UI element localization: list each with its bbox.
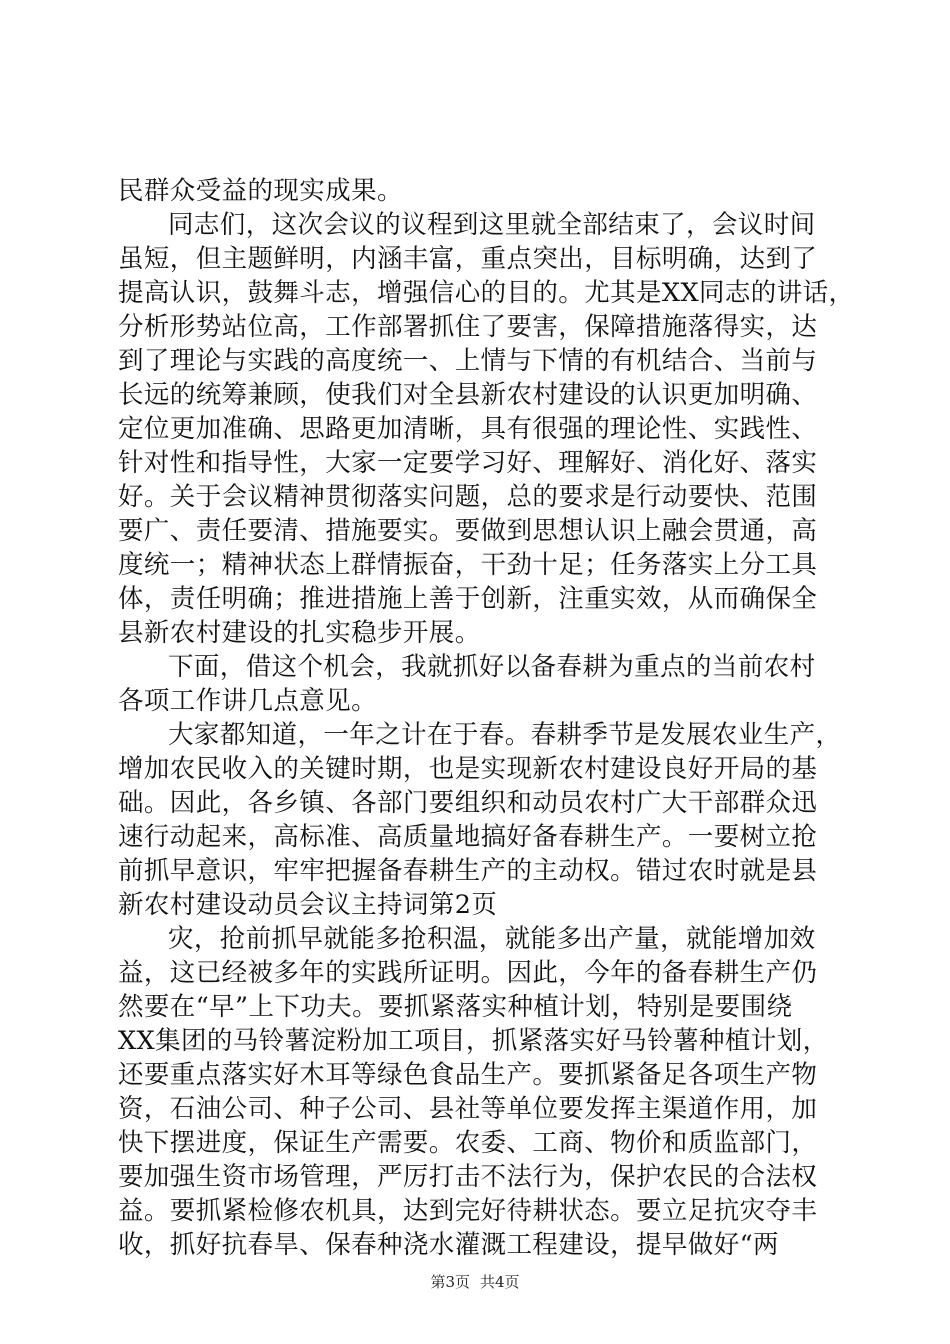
text-line: 前抓早意识，牢牢把握备春耕生产的主动权。错过农时就是县 <box>118 856 818 886</box>
text-line: 增加农民收入的关键时期，也是实现新农村建设良好开局的基 <box>118 754 818 784</box>
text-line: 提高认识，鼓舞斗志，增强信心的目的。尤其是XX同志的讲话， <box>118 278 855 308</box>
page-footer <box>0 1272 950 1292</box>
text-line: 然要在“早”上下功夫。要抓紧落实种植计划，特别是要围绕 <box>118 992 793 1022</box>
text-line: 定位更加准确、思路更加清晰，具有很强的理论性、实践性、 <box>118 414 818 444</box>
paragraph-start: 灾，抢前抓早就能多抢积温，就能多出产量，就能增加效 <box>168 924 816 954</box>
text-line: 收，抓好抗春旱、保春种浇水灌溉工程建设，提早做好“两 <box>118 1230 779 1260</box>
text-line: 到了理论与实践的高度统一、上情与下情的有机结合、当前与 <box>118 346 818 376</box>
text-line: 资，石油公司、种子公司、县社等单位要发挥主渠道作用，加 <box>118 1094 818 1124</box>
text-line: 针对性和指导性，大家一定要学习好、理解好、消化好、落实 <box>118 448 818 478</box>
text-line: 长远的统筹兼顾，使我们对全县新农村建设的认识更加明确、 <box>118 380 818 410</box>
text-line: 民群众受益的现实成果。 <box>118 176 403 206</box>
text-line: 速行动起来，高标准、高质量地搞好备春耕生产。一要树立抢 <box>118 822 818 852</box>
text-line: 好。关于会议精神贯彻落实问题，总的要求是行动要快、范围 <box>118 482 818 512</box>
text-line: 新农村建设动员会议主持词第2页 <box>118 890 498 920</box>
text-line: 益。要抓紧检修农机具，达到完好待耕状态。要立足抗灾夺丰 <box>118 1196 818 1226</box>
text-line: XX集团的马铃薯淀粉加工项目，抓紧落实好马铃薯种植计划， <box>118 1026 829 1056</box>
paragraph-start: 同志们，这次会议的议程到这里就全部结束了，会议时间 <box>168 210 816 240</box>
text-line: 还要重点落实好木耳等绿色食品生产。要抓紧备足各项生产物 <box>118 1060 818 1090</box>
text-line: 快下摆进度，保证生产需要。农委、工商、物价和质监部门， <box>118 1128 818 1158</box>
paragraph-start: 大家都知道，一年之计在于春。春耕季节是发展农业生产， <box>168 720 842 750</box>
text-line: 要广、责任要清、措施要实。要做到思想认识上融会贯通，高 <box>118 516 818 546</box>
text-line: 虽短，但主题鲜明，内涵丰富，重点突出，目标明确，达到了 <box>118 244 818 274</box>
text-line: 益，这已经被多年的实践所证明。因此，今年的备春耕生产仍 <box>118 958 818 988</box>
text-line: 础。因此，各乡镇、各部门要组织和动员农村广大干部群众迅 <box>118 788 818 818</box>
text-line: 要加强生资市场管理，严厉打击不法行为，保护农民的合法权 <box>118 1162 818 1192</box>
text-line: 各项工作讲几点意见。 <box>118 686 378 716</box>
text-line: 体，责任明确；推进措施上善于创新，注重实效，从而确保全 <box>118 584 818 614</box>
page-total: 共4页 <box>480 1273 520 1291</box>
text-line: 县新农村建设的扎实稳步开展。 <box>118 618 481 648</box>
text-line: 分析形势站位高，工作部署抓住了要害，保障措施落得实，达 <box>118 312 818 342</box>
text-line: 度统一；精神状态上群情振奋，干劲十足；任务落实上分工具 <box>118 550 818 580</box>
paragraph-start: 下面，借这个机会，我就抓好以备春耕为重点的当前农村 <box>168 652 816 682</box>
page-number: 第3页 <box>430 1273 470 1291</box>
